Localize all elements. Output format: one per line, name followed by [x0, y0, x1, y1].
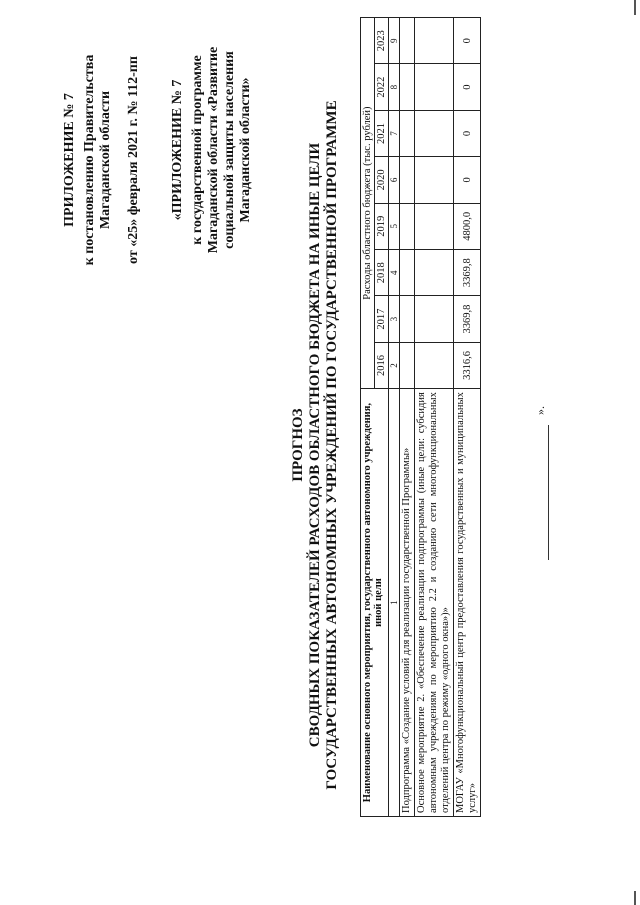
program-appendix-header — [170, 15, 254, 285]
row-value — [400, 342, 415, 388]
row-name: Подпрограмма «Создание условий для реализации государственной Программы» — [400, 389, 415, 817]
row-value — [415, 18, 454, 64]
year-header: 2023 — [375, 18, 389, 64]
column-number: 9 — [389, 18, 400, 64]
row-value — [415, 157, 454, 203]
program-appendix-line: Магаданской области» — [238, 77, 253, 223]
row-value: 0 — [454, 110, 481, 156]
row-value — [415, 342, 454, 388]
column-number: 8 — [389, 64, 400, 110]
row-value — [400, 203, 415, 249]
row-value — [400, 64, 415, 110]
column-number: 4 — [389, 249, 400, 295]
year-header: 2016 — [375, 342, 389, 388]
year-header: 2019 — [375, 203, 389, 249]
year-header: 2018 — [375, 249, 389, 295]
row-value — [415, 64, 454, 110]
name-column-header: Наименование основного мероприятия, государственного автономного учреждения, иной цели — [361, 389, 389, 817]
row-value: 4800,0 — [454, 203, 481, 249]
title-subline: ГОСУДАРСТВЕННЫХ АВТОНОМНЫХ УЧРЕЖДЕНИЙ ПО ГОСУДАРСТВЕННОЙ ПРОГРАММЕ — [324, 100, 340, 790]
table-row — [400, 18, 415, 817]
row-name: МОГАУ «Многофункциональный центр предоставления государственных и муниципальных услуг» — [454, 389, 481, 817]
row-name: Основное мероприятие 2. «Обеспечение реализации подпрограммы (иные цели: субсидия автономным учреждениям по мероприятию 2.2 и созданию сети многофункциональных отделений центра по режиму «одного окна»)» — [415, 389, 454, 817]
row-value — [400, 18, 415, 64]
appendix-title: ПРИЛОЖЕНИЕ № 7 — [62, 93, 77, 227]
row-value — [400, 249, 415, 295]
expense-column-header: Расходы областного бюджета (тыс. рублей) — [361, 18, 375, 389]
appendix-header — [62, 15, 142, 305]
scan-edge-mark — [634, 0, 636, 15]
row-value: 3369,8 — [454, 249, 481, 295]
appendix-date-line: от «25» февраля 2021 г. № 112-пп — [126, 56, 141, 264]
column-number: 1 — [389, 389, 400, 817]
program-appendix-title: «ПРИЛОЖЕНИЕ № 7 — [170, 79, 185, 221]
scan-edge-mark — [634, 891, 636, 905]
document-title — [290, 65, 341, 825]
row-value — [415, 203, 454, 249]
closing-quote-mark: ». — [533, 406, 547, 415]
year-header: 2017 — [375, 296, 389, 342]
row-value — [415, 110, 454, 156]
row-value — [415, 249, 454, 295]
row-value: 3369,8 — [454, 296, 481, 342]
column-number: 2 — [389, 342, 400, 388]
program-appendix-line: Магаданской области «Развитие — [206, 46, 221, 254]
year-header: 2021 — [375, 110, 389, 156]
row-value — [415, 296, 454, 342]
row-value: 0 — [454, 64, 481, 110]
year-header: 2020 — [375, 157, 389, 203]
row-value: 3316,6 — [454, 342, 481, 388]
column-number: 5 — [389, 203, 400, 249]
program-appendix-line: к государственной программе — [190, 55, 205, 245]
row-value: 0 — [454, 18, 481, 64]
forecast-table-container — [360, 17, 481, 817]
row-value — [400, 110, 415, 156]
program-appendix-line: социальной защиты населения — [222, 51, 237, 249]
row-value: 0 — [454, 157, 481, 203]
signature-line — [548, 425, 549, 560]
table-row — [415, 18, 454, 817]
table-row — [454, 18, 481, 817]
appendix-line: Магаданской области — [98, 90, 113, 230]
title-main: ПРОГНОЗ — [290, 408, 306, 482]
appendix-line: к постановлению Правительства — [82, 54, 97, 266]
column-number: 3 — [389, 296, 400, 342]
title-subline: СВОДНЫХ ПОКАЗАТЕЛЕЙ РАСХОДОВ ОБЛАСТНОГО БЮДЖЕТА НА ИНЫЕ ЦЕЛИ — [307, 142, 323, 748]
forecast-table — [360, 17, 481, 817]
year-header: 2022 — [375, 64, 389, 110]
column-number: 7 — [389, 110, 400, 156]
row-value — [400, 157, 415, 203]
column-number: 6 — [389, 157, 400, 203]
row-value — [400, 296, 415, 342]
